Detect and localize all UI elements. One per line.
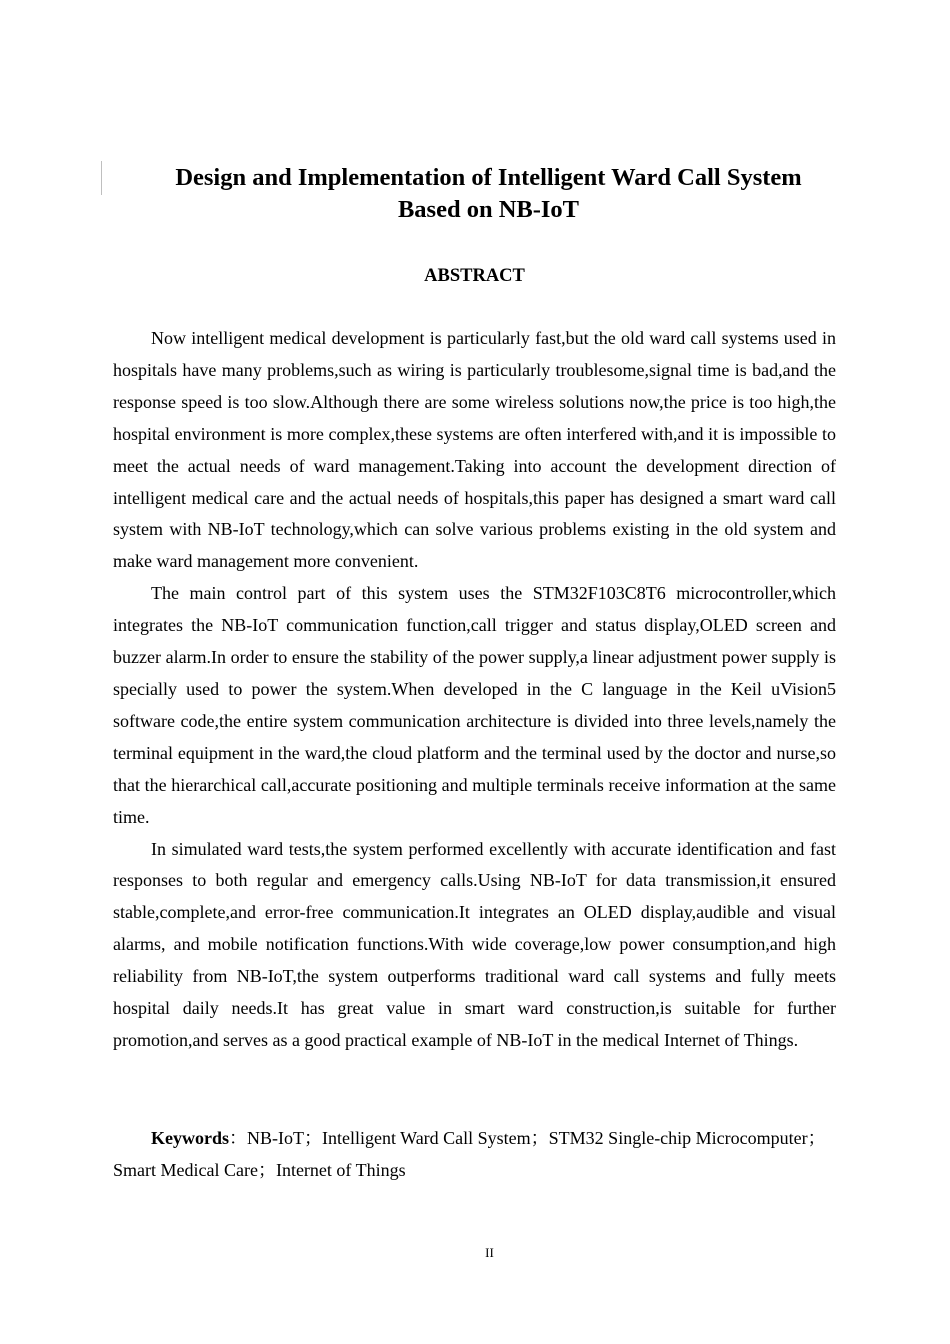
keywords-list: NB-IoT；Intelligent Ward Call System；STM32 Single-chip Microcomputer；Smart Medical Care；Internet of Things [113,1128,826,1180]
abstract-body [113,323,836,1057]
keywords-label: Keywords [151,1128,229,1148]
abstract-paragraph-2: The main control part of this system uses the STM32F103C8T6 microcontroller,which integrates the NB-IoT communication function,call trigger and status display,OLED screen and buzzer alarm.In order to ensure the stability of the power supply,a linear adjustment power supply is specially used to power the system.When developed in the C language in the Keil uVision5 software code,the entire system communication architecture is divided into three levels,namely the terminal equipment in the ward,the cloud platform and the terminal used by the doctor and nurse,so that the hierarchical call,accurate positioning and multiple terminals receive information at the same time. [113,583,836,827]
abstract-paragraph-1: Now intelligent medical development is particularly fast,but the old ward call systems used in hospitals have many problems,such as wiring is particularly troublesome,signal time is bad,and the response speed is too slow.Although there are some wireless solutions now,the price is too high,the hospital environment is more complex,these systems are often interfered with,and it is impossible to meet the actual needs of ward management.Taking into account the development direction of intelligent medical care and the actual needs of hospitals,this paper has designed a smart ward call system with NB-IoT technology,which can solve various problems existing in the old system and make ward management more convenient. [113,328,836,572]
page-number: II [485,1245,494,1260]
paper-title [113,162,836,226]
keywords-section [113,1122,836,1186]
abstract-heading: ABSTRACT [424,266,525,286]
paper-title-line-2: Based on NB-IoT [397,196,580,223]
paper-title-line-1: Design and Implementation of Intelligent Ward Call System [175,164,802,191]
abstract-paragraph-3: In simulated ward tests,the system performed excellently with accurate identification and fast responses to both regular and emergency calls.Using NB-IoT for data transmission,it ensured stable,complete,and error-free communication.It integrates an OLED display,audible and visual alarms, and mobile notification functions.With wide coverage,low power consumption,and high reliability from NB-IoT,the system outperforms traditional ward call systems and fully meets hospital daily needs.It has great value in smart ward construction,is suitable for further promotion,and serves as a good practical example of NB-IoT in the medical Internet of Things. [113,838,836,1050]
keywords-separator: ： [229,1128,247,1148]
margin-marker-line [101,161,102,195]
